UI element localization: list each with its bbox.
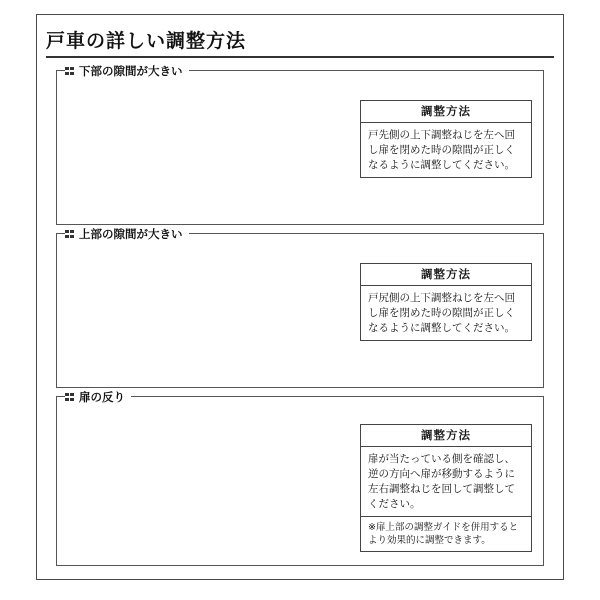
four-dot-marker-icon: [65, 67, 74, 76]
callout-upper-gap: [360, 263, 532, 341]
section-heading-label: 下部の隙間が大きい: [79, 64, 183, 78]
section-heading-lower-gap: [65, 62, 189, 80]
callout-body: 扉が当たっている側を確認し、逆の方向へ扉が移動するように左右調整ねじを回して調整してください。: [368, 453, 515, 510]
callout-door-warp: [360, 424, 532, 552]
section-heading-label: 上部の隙間が大きい: [79, 227, 183, 241]
section-heading-label: 扉の反り: [79, 390, 125, 404]
title-divider: [46, 56, 554, 58]
callout-note: ※扉上部の調整ガイドを併用するとより効果的に調整できます。: [361, 516, 531, 552]
callout-body: 戸先側の上下調整ねじを左へ回し扉を閉めた時の隙間が正しくなるように調整してください。: [368, 129, 515, 171]
callout-lower-gap: [360, 100, 532, 178]
section-heading-door-warp: [65, 388, 131, 406]
callout-title: 調整方法: [361, 101, 531, 123]
callout-title: 調整方法: [361, 425, 531, 447]
page-title: 戸車の詳しい調整方法: [46, 30, 247, 52]
callout-title: 調整方法: [361, 264, 531, 286]
section-heading-upper-gap: [65, 225, 189, 243]
four-dot-marker-icon: [65, 393, 74, 402]
four-dot-marker-icon: [65, 230, 74, 239]
callout-body: 戸尻側の上下調整ねじを左へ回し扉を閉めた時の隙間が正しくなるように調整してください。: [368, 292, 515, 334]
